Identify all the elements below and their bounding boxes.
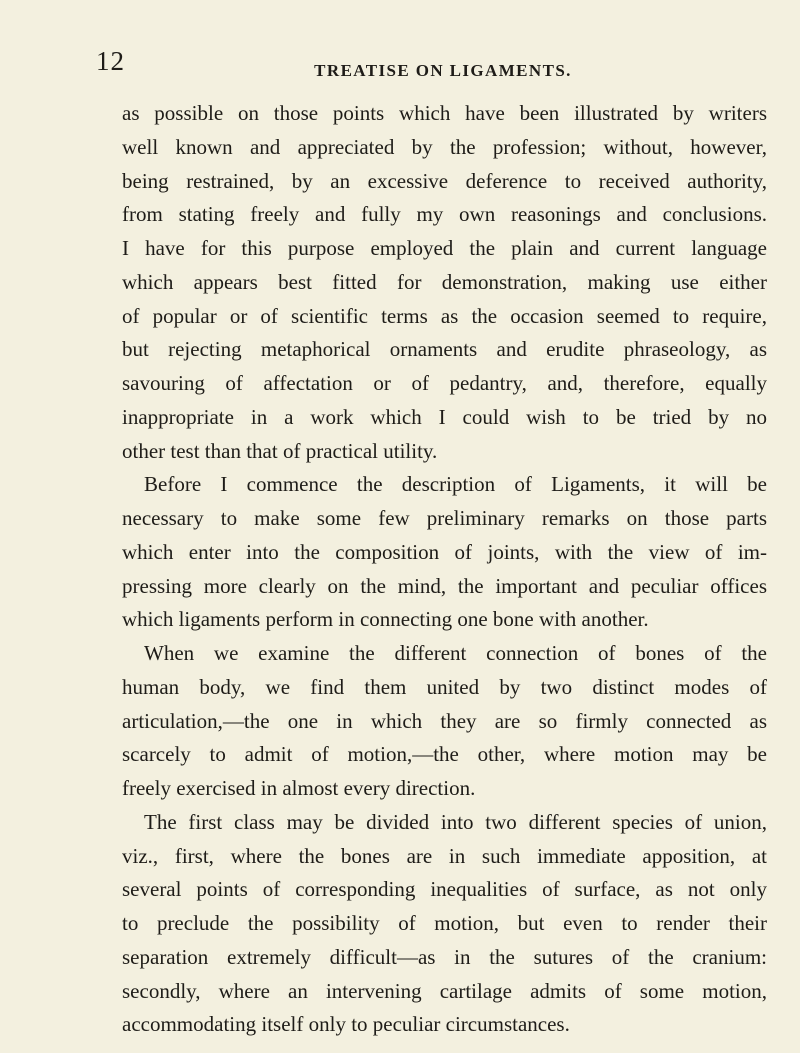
text-line: inappropriate in a work which I could wish to be tried by no bbox=[122, 404, 767, 429]
text-line: The first class may be divided into two different species of union, bbox=[144, 809, 767, 834]
text-line: as possible on those points which have been illustrated by writers bbox=[122, 101, 767, 125]
text-line: which appears best fitted for demonstration, making use either bbox=[122, 269, 767, 294]
text-line: I have for this purpose employed the plain and current language bbox=[122, 236, 767, 260]
text-line: articulation,—the one in which they are so firmly connected as bbox=[122, 708, 767, 733]
text-line: accommodating itself only to peculiar circumstances. bbox=[122, 1012, 570, 1037]
text-line: viz., first, where the bones are in such immediate apposition, at bbox=[122, 843, 767, 868]
text-line: When we examine the different connection of bones of the bbox=[144, 641, 767, 665]
body-text bbox=[122, 97, 767, 1042]
paragraph bbox=[122, 637, 767, 806]
running-title: TREATISE ON LIGAMENTS. bbox=[314, 61, 572, 80]
text-line: but rejecting metaphorical ornaments and erudite phraseology, as bbox=[122, 337, 767, 362]
text-line: freely exercised in almost every direction. bbox=[122, 776, 476, 800]
paragraph bbox=[122, 97, 767, 468]
paragraph bbox=[122, 468, 767, 637]
text-line: Before I commence the description of Ligaments, it will be bbox=[144, 472, 767, 497]
page-number: 12 bbox=[96, 46, 125, 76]
text-line: human body, we find them united by two distinct modes of bbox=[122, 674, 767, 699]
text-line: which enter into the composition of joints, with the view of im- bbox=[122, 539, 767, 564]
paragraph bbox=[122, 806, 767, 1042]
text-line: to preclude the possibility of motion, but even to render their bbox=[122, 911, 767, 935]
text-line: well known and appreciated by the profession; without, however, bbox=[122, 134, 767, 159]
text-line: separation extremely difficult—as in the sutures of the cranium: bbox=[122, 944, 767, 969]
text-line: from stating freely and fully my own reasonings and conclusions. bbox=[122, 202, 767, 227]
text-line: pressing more clearly on the mind, the important and peculiar offices bbox=[122, 573, 767, 598]
text-line: being restrained, by an excessive deference to received authority, bbox=[122, 168, 767, 193]
text-line: several points of corresponding inequalities of surface, as not only bbox=[122, 877, 767, 902]
text-line: savouring of affectation or of pedantry, and, therefore, equally bbox=[122, 371, 767, 395]
text-line: which ligaments perform in connecting one bone with another. bbox=[122, 607, 649, 632]
text-line: of popular or of scientific terms as the occasion seemed to require, bbox=[122, 303, 767, 328]
text-line: secondly, where an intervening cartilage admits of some motion, bbox=[122, 978, 767, 1003]
text-line: necessary to make some few preliminary remarks on those parts bbox=[122, 506, 767, 530]
text-line: other test than that of practical utility. bbox=[122, 438, 438, 463]
text-line: scarcely to admit of motion,—the other, where motion may be bbox=[122, 742, 767, 767]
